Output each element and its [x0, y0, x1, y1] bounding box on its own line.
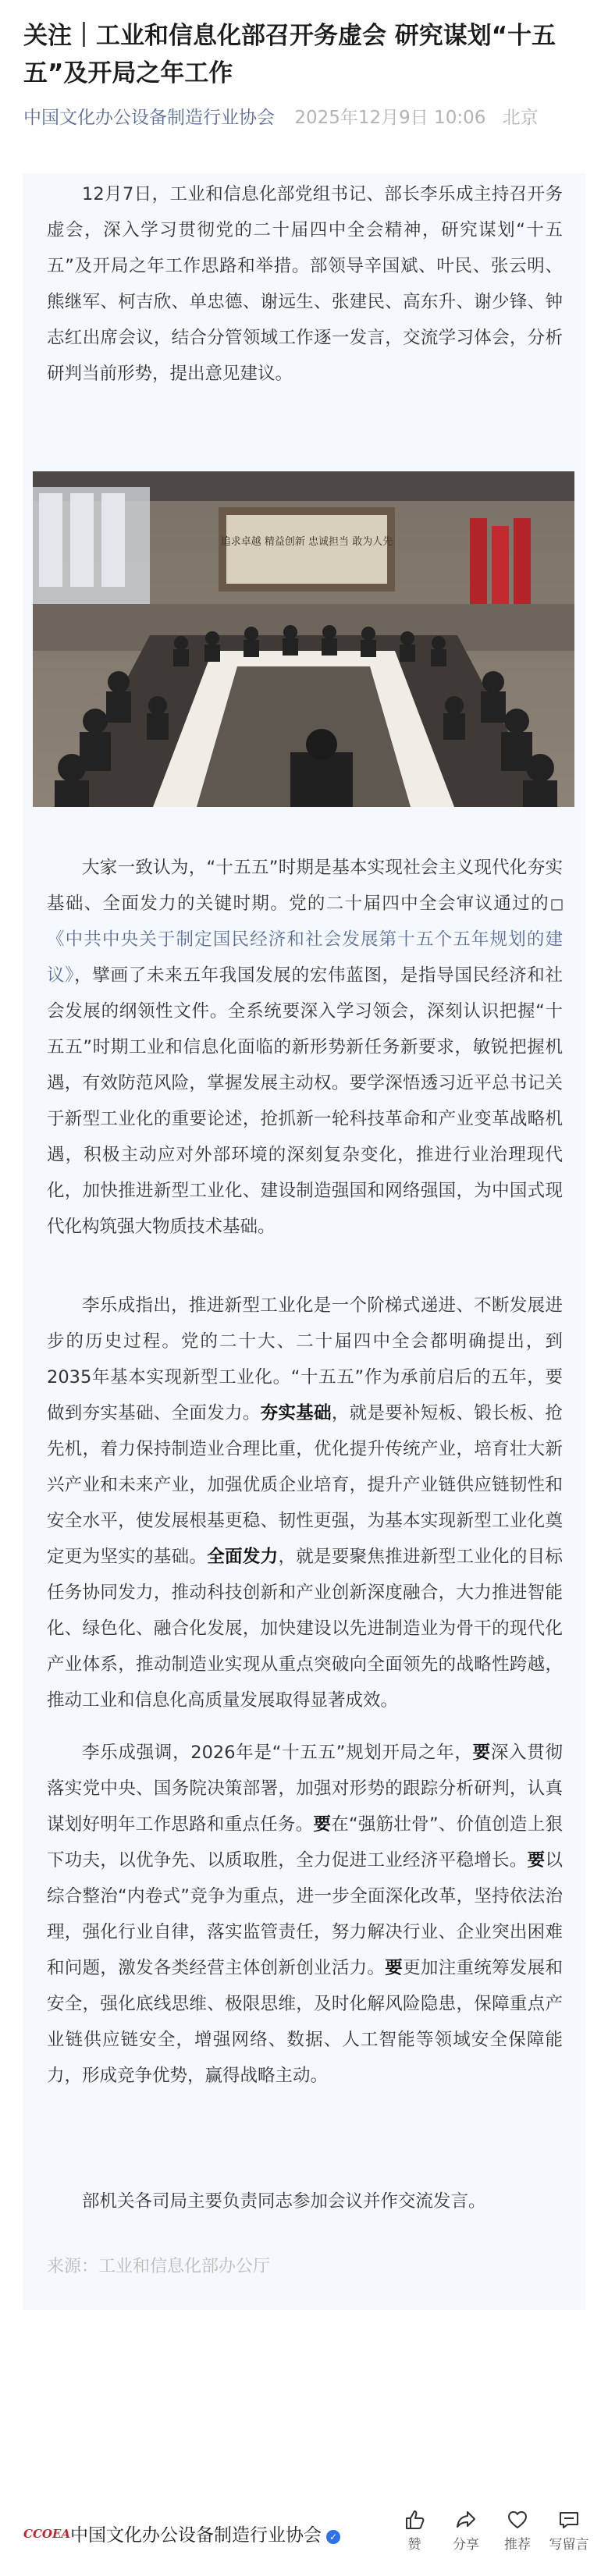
link-icon	[551, 899, 563, 911]
paragraph-5: 部机关各司局主要负责同志参加会议并作交流发言。	[82, 2191, 486, 2212]
publish-date: 2025年12月9日 10:06	[294, 108, 486, 128]
paragraph-1: 12月7日，工业和信息化部党组书记、部长李乐成主持召开务虚会，深入学习贯彻党的二十届四中全会精神，研究谋划“十五五”及开局之年工作思路和举措。部领导辛国斌、叶民、张云明、熊继军、柯吉欣、单忠德、谢远生、张建民、高东升、谢少锋、钟志红出席会议，结合分管领域工作逐一发言，交流学习体会，分析研判当前形势，提出意见建议。	[47, 184, 563, 384]
heart-icon	[506, 2508, 529, 2532]
like-button[interactable]: 赞	[387, 2508, 442, 2553]
paragraph-2: 大家一致认为，“十五五”时期是基本实现社会主义现代化夯实基础、全面发力的关键时期。党的二十届四中全会审议通过的《中共中央关于制定国民经济和社会发展第十五个五年规划的建议》，擘画了未来五年我国发展的宏伟蓝图，是指导国民经济和社会发展的纲领性文件。全系统要深入学习领会，深刻认识把握“十五五”时期工业和信息化面临的新形势新任务新要求，敏锐把握机遇，有效防范风险，掌握发展主动权。要学深悟透习近平总书记关于新型工业化的重要论述，抢抓新一轮科技革命和产业变革战略机遇，积极主动应对外部环境的深刻复杂变化，推进行业治理现代化，加快推进新型工业化、建设制造强国和网络强国，为中国式现代化构筑强大物质技术基础。	[47, 858, 563, 1237]
photo-banner-text: 追求卓越 精益创新 忠诚担当 敢为人先	[220, 536, 393, 548]
comment-button[interactable]: 写留言	[542, 2508, 596, 2553]
publish-location: 北京	[502, 108, 539, 128]
paragraph-3: 李乐成指出，推进新型工业化是一个阶梯式递进、不断发展进步的历史过程。党的二十大、二十届四中全会都明确提出，到2035年基本实现新型工业化。“十五五”作为承前启后的五年，要做到夯实基础、全面发力。夯实基础，就是要补短板、锻长板、抢先机，着力保持制造业合理比重，优化提升传统产业，培育壮大新兴产业和未来产业，加强优质企业培育，提升产业链供应链韧性和安全水平，使发展根基更稳、韧性更强，为基本实现新型工业化奠定更为坚实的基础。全面发力，就是要聚焦推进新型工业化的目标任务协同发力，推动科技创新和产业创新深度融合，大力推进智能化、绿色化、融合化发展，加快建设以先进制造业为骨干的现代化产业体系，推动制造业实现从重点突破向全面领先的战略性跨越，推动工业和信息化高质量发展取得显著成效。	[47, 1295, 563, 1711]
verified-icon: ✓	[326, 2530, 340, 2544]
article-meta	[23, 103, 539, 129]
comment-icon	[557, 2508, 581, 2532]
author-link[interactable]: 中国文化办公设备制造行业协会	[23, 108, 275, 128]
policy-document-link[interactable]: 《中共中央关于制定国民经济和社会发展第十五个五年规划的建议》	[47, 929, 563, 986]
account-name[interactable]: 中国文化办公设备制造行业协会 ✓	[70, 2521, 340, 2546]
article-body	[23, 173, 585, 2310]
meeting-photo	[33, 471, 574, 807]
paragraph-4: 李乐成强调，2026年是“十五五”规划开局之年，要深入贯彻落实党中央、国务院决策部署，加强对形势的跟踪分析研判，认真谋划好明年工作思路和重点任务。要在“强筋壮骨”、价值创造上狠下功夫，以优争先、以质取胜，全力促进工业经济平稳增长。要以综合整治“内卷式”竞争为重点，进一步全面深化改革，坚持依法治理，强化行业自律，落实监管责任，努力解决行业、企业突出困难和问题，激发各类经营主体创新创业活力。要更加注重统筹发展和安全，强化底线思维、极限思维，及时化解风险隐患，保障重点产业链供应链安全，增强网络、数据、人工智能等领域安全保障能力，形成竞争优势，赢得战略主动。	[47, 1743, 563, 2086]
bottom-action-bar	[0, 2505, 608, 2576]
recommend-button[interactable]: 推荐	[490, 2508, 545, 2553]
share-icon	[454, 2508, 478, 2532]
account-logo[interactable]: CCOEA	[23, 2527, 71, 2541]
article-title: 关注｜工业和信息化部召开务虚会 研究谋划“十五五”及开局之年工作	[23, 22, 556, 87]
article-source: 来源：工业和信息化部办公厅	[47, 2257, 271, 2276]
meeting-photo-illustration	[33, 471, 574, 807]
share-button[interactable]: 分享	[439, 2508, 493, 2553]
thumbs-up-icon	[403, 2508, 426, 2532]
